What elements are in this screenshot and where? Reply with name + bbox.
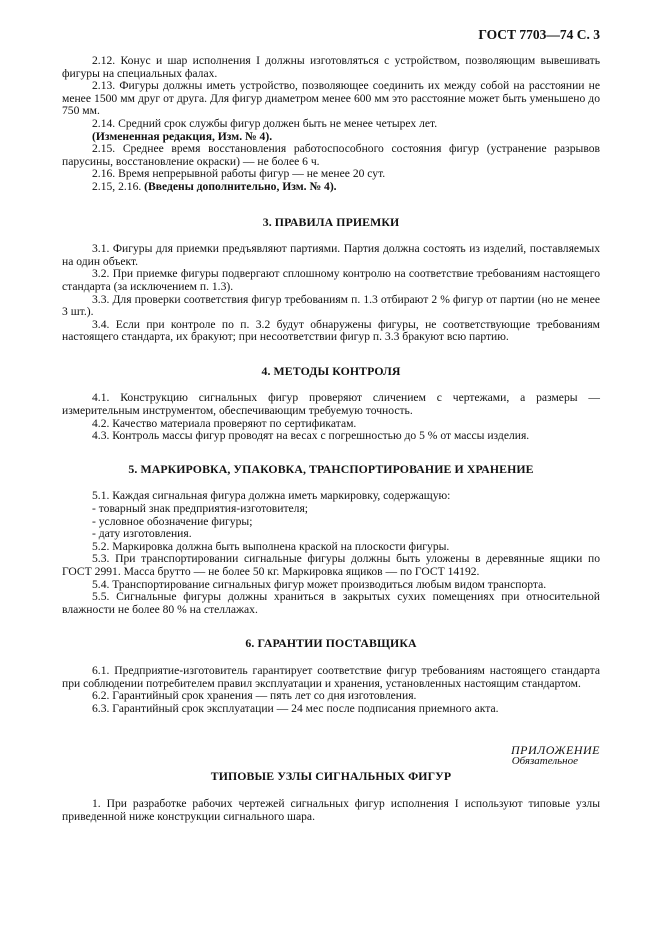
appendix-label: ПРИЛОЖЕНИЕ	[511, 743, 600, 758]
paragraph-4-3: 4.3. Контроль массы фигур проводят на весах с погрешностью до 5 % от массы изделия.	[92, 429, 530, 443]
amendment-note-2-14: (Измененная редакция, Изм. № 4).	[92, 129, 273, 143]
paragraph-2-12: 2.12. Конус и шар исполнения I должны изготовляться с устройством, позволяющим вывешивать фигуры на специальных фалах.	[62, 54, 600, 80]
document-body	[62, 55, 600, 823]
paragraph-3-3: 3.3. Для проверки соответствия фигур требованиям п. 1.3 отбирают 2 % фигур от партии (но не менее 3 шт.).	[62, 292, 600, 319]
page-header: ГОСТ 7703—74 С. 3	[478, 27, 600, 42]
section-heading-4: 4. МЕТОДЫ КОНТРОЛЯ	[261, 363, 401, 378]
appendix-label-block	[62, 745, 600, 767]
list-item-designation: - условное обозначение фигуры;	[92, 514, 253, 528]
paragraph-5-2: 5.2. Маркировка должна быть выполнена краской на плоскости фигуры.	[92, 539, 450, 553]
section-heading-3: 3. ПРАВИЛА ПРИЕМКИ	[262, 214, 400, 229]
section-heading-6: 6. ГАРАНТИИ ПОСТАВЩИКА	[245, 636, 417, 651]
amendment-text: (Введены дополнительно, Изм. № 4).	[144, 179, 337, 193]
paragraph-5-1: 5.1. Каждая сигнальная фигура должна иметь маркировку, содержащую:	[92, 489, 451, 503]
paragraph-5-5: 5.5. Сигнальные фигуры должны храниться в закрытых сухих помещениях при относительной влажности не более 80 % на стеллажах.	[62, 590, 600, 616]
paragraph-3-2: 3.2. При приемке фигуры подвергают сплошному контролю на соответствие требованиям настоящего стандарта (за исключением п. 1.3).	[62, 267, 600, 293]
appendix-title: ТИПОВЫЕ УЗЛЫ СИГНАЛЬНЫХ ФИГУР	[210, 769, 452, 784]
paragraph-2-15: 2.15. Среднее время восстановления работоспособного состояния фигур (устранение разрывов парусины, восстановление окраски) — не более 6 ч.	[62, 142, 600, 168]
paragraph-3-4: 3.4. Если при контроле по п. 3.2 будут обнаружены фигуры, не соответствующие требованиям настоящего стандарта, их бракуют; при несоответствии фигур п. 3.3 бракуют всю партию.	[62, 317, 600, 344]
paragraph-2-13: 2.13. Фигуры должны иметь устройство, позволяющее соединить их между собой на расстоянии не менее 1500 мм друг от друга. Для фигур диаметром менее 600 мм это расстояние может быть уменьшено до 750 мм.	[62, 79, 600, 118]
paragraph-6-3: 6.3. Гарантийный срок эксплуатации — 24 мес после подписания приемного акта.	[92, 701, 499, 715]
paragraph-4-2: 4.2. Качество материала проверяют по сертификатам.	[92, 416, 357, 430]
section-heading-5: 5. МАРКИРОВКА, УПАКОВКА, ТРАНСПОРТИРОВАНИЕ И ХРАНЕНИЕ	[128, 461, 534, 476]
paragraph-5-4: 5.4. Транспортирование сигнальных фигур может производиться любым видом транспорта.	[92, 577, 547, 591]
paragraph-3-1: 3.1. Фигуры для приемки предъявляют партиями. Партия должна состоять из изделий, поставляемых на один объект.	[62, 242, 600, 268]
appendix-paragraph-1: 1. При разработке рабочих чертежей сигнальных фигур исполнения I используют типовые узлы приведенной ниже конструкции сигнального шара.	[62, 796, 600, 823]
appendix-status: Обязательное	[511, 755, 578, 768]
paragraph-4-1: 4.1. Конструкцию сигнальных фигур проверяют сличением с чертежами, а размеры — измерительным инструментом, обеспечивающим требуемую точность.	[62, 391, 600, 418]
list-item-trademark: - товарный знак предприятия-изготовителя;	[92, 502, 309, 516]
paragraph-6-2: 6.2. Гарантийный срок хранения — пять лет со дня изготовления.	[92, 689, 417, 703]
paragraph-2-16: 2.16. Время непрерывной работы фигур — не менее 20 сут.	[92, 167, 386, 181]
amendment-note-2-15-2-16	[62, 181, 600, 194]
list-item-manufacture-date: - дату изготовления.	[92, 527, 192, 541]
paragraph-6-1: 6.1. Предприятие-изготовитель гарантирует соответствие фигур требованиям настоящего стандарта при соблюдении потребителем правил эксплуатации и хранения, установленных настоящим стандартом.	[62, 663, 600, 690]
paragraph-5-3: 5.3. При транспортировании сигнальные фигуры должны быть уложены в деревянные ящики по ГОСТ 2991. Масса брутто — не более 50 кг. Маркировка ящиков — по ГОСТ 14192.	[62, 552, 600, 578]
paragraph-2-14: 2.14. Средний срок службы фигур должен быть не менее четырех лет.	[92, 116, 438, 130]
amendment-ref: 2.15, 2.16.	[92, 179, 145, 193]
